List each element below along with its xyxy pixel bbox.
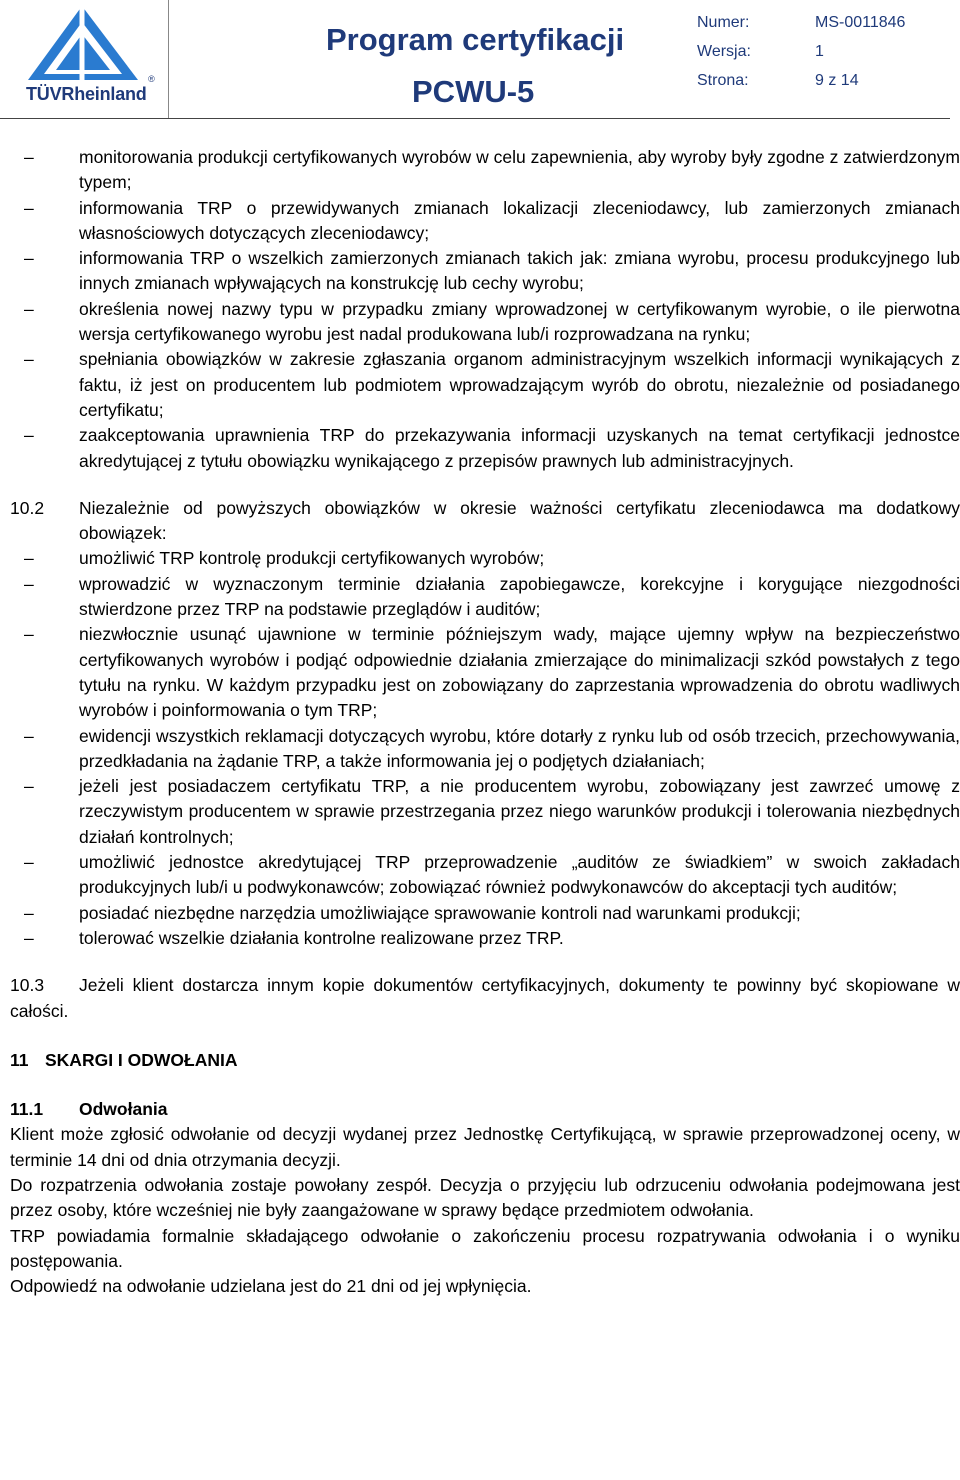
list-item: – określenia nowej nazwy typu w przypadku zmiany wprowadzonej w certyfikowanym wyrobie, o ile pierwotna wersja certyfikowanego wyrobu jest nadal produkowana lub/i rozprowadzana na rynku; <box>24 298 960 345</box>
list-item: – monitorowania produkcji certyfikowanych wyrobów w celu zapewnienia, aby wyroby były zgodne z zatwierdzonym typem; <box>24 147 960 193</box>
obligations-list-1 <box>10 145 960 474</box>
list-item: – informowania TRP o wszelkich zamierzonych zmianach takich jak: zmiana wyrobu, procesu produkcyjnego lub innych zmianach wpływających na konstrukcję lub cechy wyrobu; <box>24 248 960 294</box>
obligations-list-2 <box>10 546 960 951</box>
document-title: Program certyfikacji <box>326 22 625 57</box>
list-item: – wprowadzić w wyznaczonym terminie działania zapobiegawcze, korekcyjne i korygujące niezgodności stwierdzone przez TRP na podstawie przeglądów i auditów; <box>24 573 960 620</box>
paragraph: Odpowiedź na odwołanie udzielana jest do 21 dni od jej wpłynięcia. <box>10 1276 532 1297</box>
list-item: – umożliwić jednostce akredytującej TRP przeprowadzenie „auditów ze świadkiem” w swoich zakładach produkcyjnych lub/i u podwykonawców; zobowiązać również podwykonawców do akceptacji tych auditów; <box>24 852 960 898</box>
section-10-3: 10.3 Jeżeli klient dostarcza innym kopie dokumentów certyfikacyjnych, dokumenty te powinny być skopiowane w całości. <box>10 975 960 1021</box>
list-item: – umożliwić TRP kontrolę produkcji certyfikowanych wyrobów; <box>24 548 545 569</box>
list-item: – tolerować wszelkie działania kontrolne realizowane przez TRP. <box>24 927 564 948</box>
page-header: TÜVRheinland ® Program certyfikacji PCWU-5 Numer: MS-0011846 Wersja: 1 Strona: 9 z 14 <box>0 0 950 118</box>
document-code: PCWU-5 <box>412 74 535 109</box>
list-item: – niezwłocznie usunąć ujawnione w terminie późniejszym wady, mające ujemny wpływ na bezpieczeństwo certyfikowanych wyrobów i podjąć odpowiednie działania zmierzające do minimalizacji szkód powstałych z tego tytułu na rynku. W każdym przypadku jest on zobowiązany do zaprzestania wprowadzenia do obrotu wadliwych wyrobów i poinformowania o tym TRP; <box>24 624 960 721</box>
tuv-rheinland-logo <box>20 4 155 108</box>
header-rule <box>0 118 950 119</box>
triangle-logo-icon <box>20 4 150 84</box>
section-11-heading: 11 SKARGI I ODWOŁANIA <box>10 1049 238 1070</box>
section-10-2: 10.2 Niezależnie od powyższych obowiązków w okresie ważności certyfikatu zleceniodawca ma dodatkowy obowiązek: <box>10 497 960 544</box>
paragraph: Klient może zgłosić odwołanie od decyzji wydanej przez Jednostkę Certyfikującą, w sprawie przeprowadzonej oceny, w terminie 14 dni od dnia otrzymania decyzji. <box>10 1124 960 1170</box>
list-item: – spełniania obowiązków w zakresie zgłaszania organom administracyjnym wszelkich informacji wynikających z faktu, iż jest on producentem lub podmiotem wprowadzającym wyrób do obrotu, niezależnie od posiadanego certyfikatu; <box>24 349 960 420</box>
header-divider <box>168 0 169 118</box>
list-item: – informowania TRP o przewidywanych zmianach lokalizacji zleceniodawcy, lub zamierzonych zmianach własnościowych dotyczących zleceniodawcy; <box>24 197 960 243</box>
section-11-1-heading: 11.1 Odwołania <box>10 1099 168 1120</box>
list-item: – ewidencji wszystkich reklamacji dotyczących wyrobu, które dotarły z rynku lub od osób trzecich, przechowywania, przedkładania na żądanie TRP, a także informowania jej o podjętych działaniach; <box>24 725 960 771</box>
paragraph: Do rozpatrzenia odwołania zostaje powołany zespół. Decyzja o przyjęciu lub odrzuceniu odwołania podejmowana jest przez osoby, które wcześniej nie były zaangażowane w sprawy będące przedmiotem odwołania. <box>10 1174 960 1221</box>
logo-wordmark: TÜVRheinland ® <box>26 74 155 104</box>
list-item: – jeżeli jest posiadaczem certyfikatu TRP, a nie producentem wyrobu, zobowiązany jest zawrzeć umowę z rzeczywistym producentem w sprawie przestrzegania przez niego warunków produkcji i tolerowania niezbędnych działań kontrolnych; <box>24 776 960 847</box>
list-item: – posiadać niezbędne narzędzia umożliwiające sprawowanie kontroli nad warunkami produkcji; <box>24 902 801 923</box>
list-item: – zaakceptowania uprawnienia TRP do przekazywania informacji uzyskanych na temat certyfikacji jednostce akredytującej z tytułu obowiązku wynikającego z przepisów prawnych lub administracyjnych. <box>24 425 960 471</box>
paragraph: TRP powiadamia formalnie składającego odwołanie o zakończeniu procesu rozpatrywania odwołania i o wyniku postępowania. <box>10 1225 960 1271</box>
document-body <box>10 145 960 1299</box>
